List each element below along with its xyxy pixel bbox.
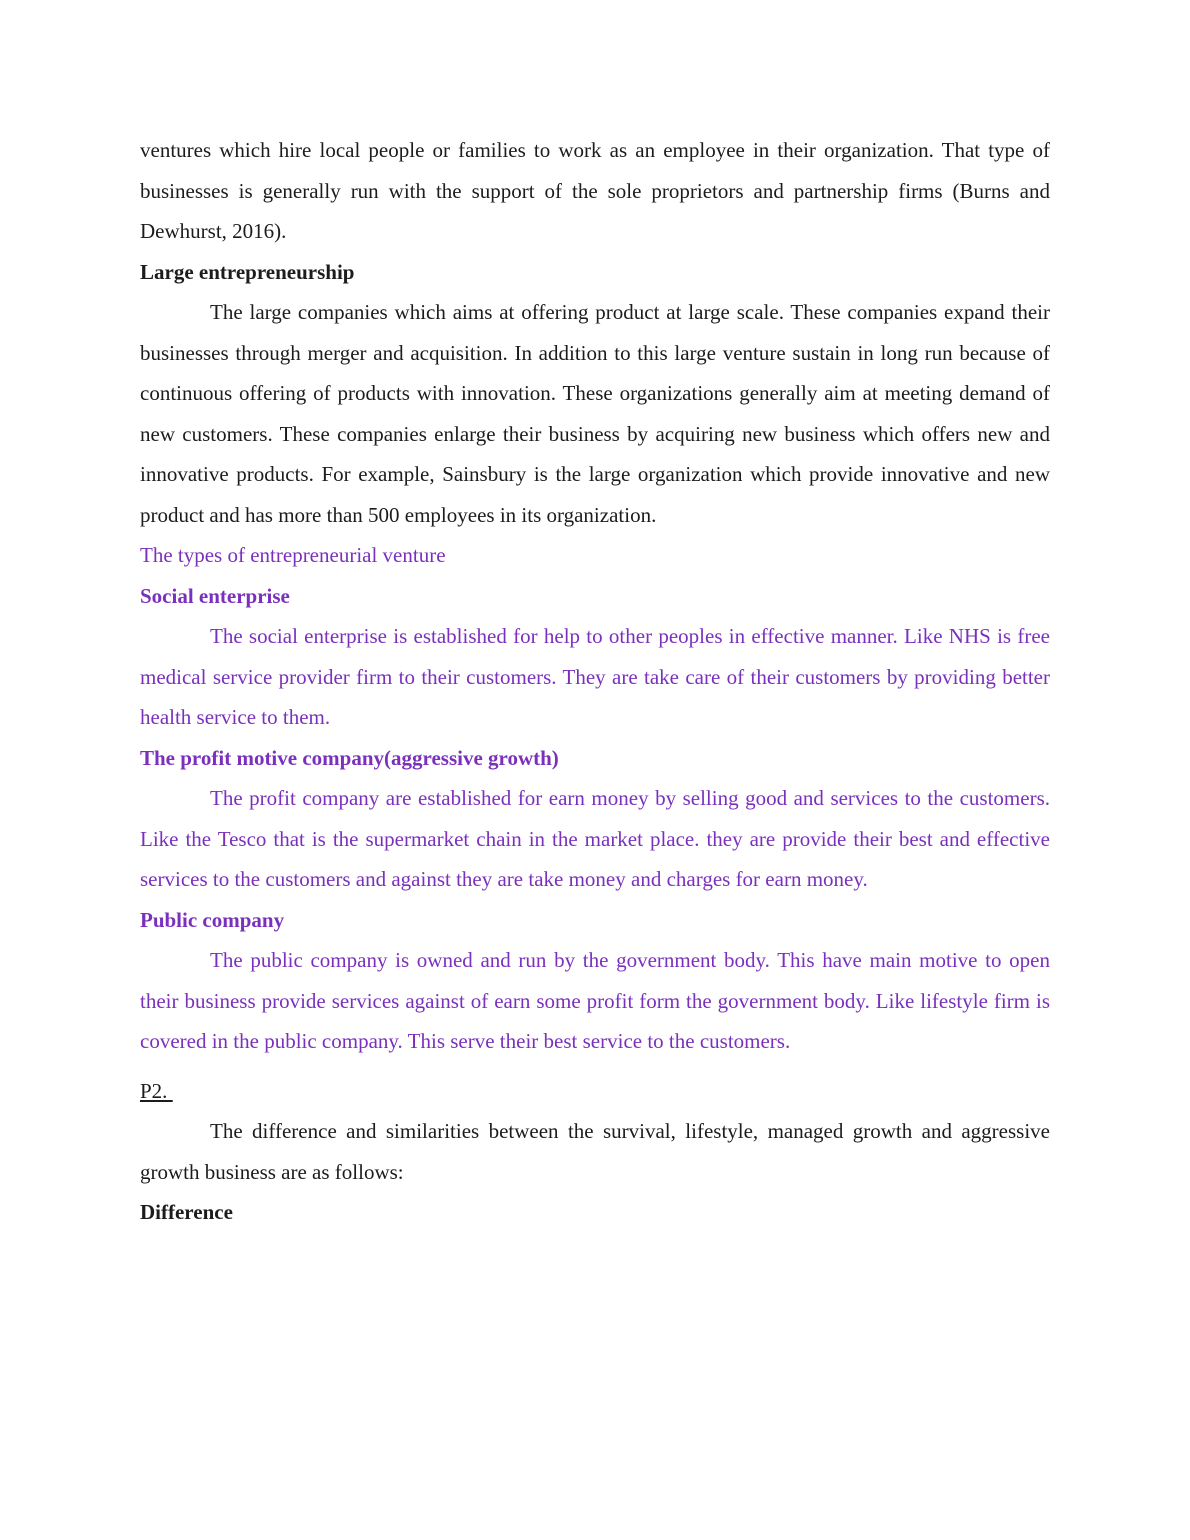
p2-label	[140, 1071, 1050, 1112]
social-enterprise-heading: Social enterprise	[140, 583, 290, 608]
large-entrepreneurship-paragraph: The large companies which aims at offering product at large scale. These companies expand their businesses through merger and acquisition. In addition to this large venture sustain in long run because of continuous offering of products with innovation. These organizations generally aim at meeting demand of new customers. These companies enlarge their business by acquiring new business which offers new and innovative products. For example, Sainsbury is the large organization which provide innovative and new product and has more than 500 employees in its organization.	[140, 300, 1050, 527]
profit-motive-paragraph: The profit company are established for earn money by selling good and services to the customers. Like the Tesco that is the supermarket chain in the market place. they are provide their best and effective services to the customers and against they are take money and charges for earn money.	[140, 786, 1050, 891]
p2-paragraph: The difference and similarities between the survival, lifestyle, managed growth and aggressive growth business are as follows:	[140, 1119, 1050, 1184]
public-company-paragraph: The public company is owned and run by the government body. This have main motive to open their business provide services against of earn some profit form the government body. Like lifestyle firm is covered in the public company. This serve their best service to the customers.	[140, 948, 1050, 1053]
public-company-heading: Public company	[140, 907, 285, 932]
intro-paragraph: ventures which hire local people or families to work as an employee in their organization. That type of businesses is generally run with the support of the sole proprietors and partnership firms (Burns and Dewhurst, 2016).	[140, 138, 1050, 243]
large-entrepreneurship-heading: Large entrepreneurship	[140, 259, 355, 284]
difference-heading: Difference	[140, 1200, 233, 1224]
p2-label-text: P2.	[140, 1078, 173, 1103]
social-enterprise-paragraph: The social enterprise is established for help to other peoples in effective manner. Like NHS is free medical service provider firm to their customers. They are take care of their customers by providing better health service to them.	[140, 624, 1050, 729]
types-of-venture-subtitle: The types of entrepreneurial venture	[140, 543, 446, 567]
profit-motive-heading: The profit motive company(aggressive growth)	[140, 745, 559, 770]
